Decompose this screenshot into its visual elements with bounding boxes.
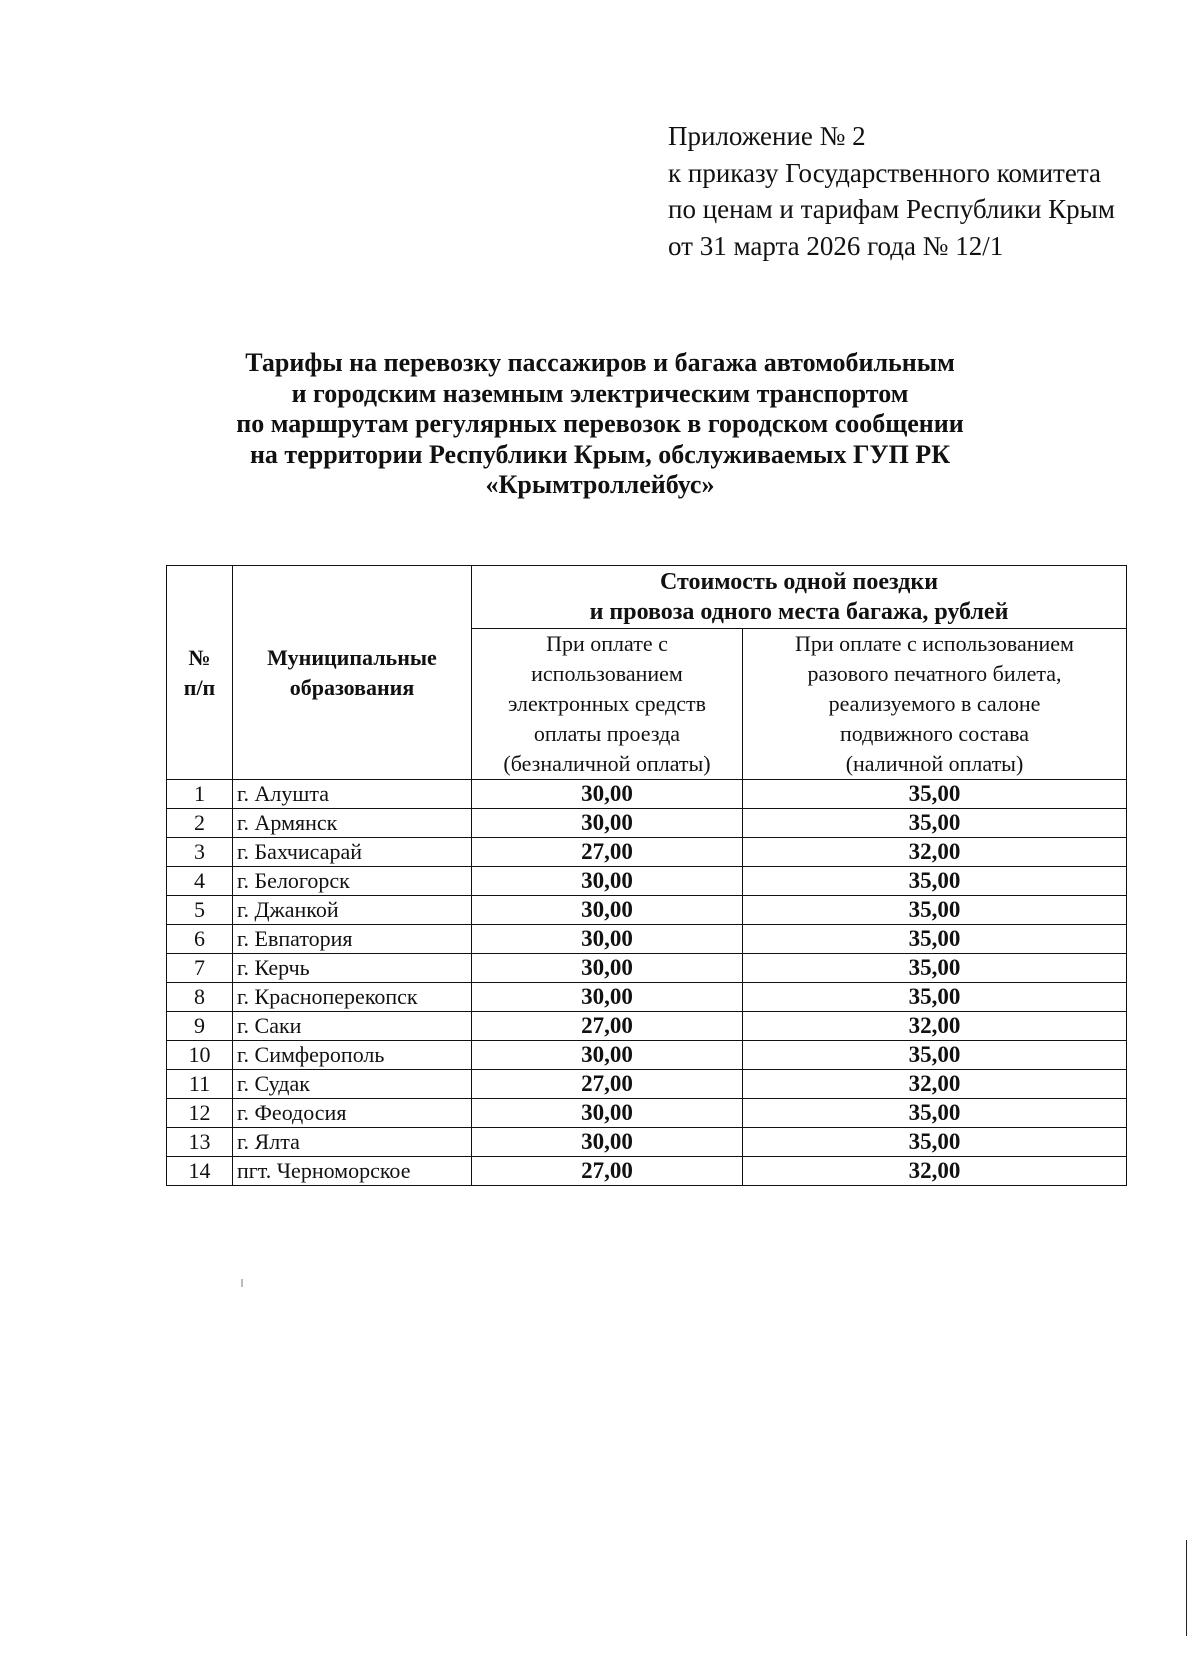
- cashless-price: 27,00: [472, 1070, 743, 1099]
- cashless-price: 30,00: [472, 1099, 743, 1128]
- cashless-price: 30,00: [472, 896, 743, 925]
- cashless-price: 30,00: [472, 809, 743, 838]
- appendix-line: Приложение № 2: [668, 121, 866, 151]
- cash-price: 35,00: [743, 1099, 1127, 1128]
- appendix-line: к приказу Государственного комитета: [668, 157, 1101, 188]
- row-number: 8: [167, 983, 233, 1012]
- row-number: 12: [167, 1099, 233, 1128]
- cashless-price: 30,00: [472, 780, 743, 809]
- table-row: [167, 925, 1127, 954]
- title-line: и городским наземным электрическим транспортом: [291, 378, 909, 408]
- table-row: [167, 1041, 1127, 1070]
- row-number: 5: [167, 896, 233, 925]
- header-number: [167, 566, 233, 780]
- cash-price: 35,00: [743, 809, 1127, 838]
- table-row: [167, 1070, 1127, 1099]
- scan-speck: [241, 1279, 243, 1287]
- table-row: [167, 809, 1127, 838]
- row-number: 9: [167, 1012, 233, 1041]
- table-header: [167, 566, 1127, 780]
- row-number: 11: [167, 1070, 233, 1099]
- cash-price: 32,00: [743, 838, 1127, 867]
- header-cash-line: (наличной оплаты): [845, 751, 1024, 776]
- cashless-price: 30,00: [472, 983, 743, 1012]
- appendix-line: от 31 марта 2026 года № 12/1: [668, 230, 1004, 261]
- header-cost-line: и провоза одного места багажа, рублей: [589, 599, 1009, 625]
- row-number: 14: [167, 1157, 233, 1186]
- municipality-name: г. Белогорск: [233, 867, 472, 896]
- header-cashless: [472, 629, 743, 780]
- municipality-name: г. Бахчисарай: [233, 838, 472, 867]
- appendix-block: [668, 118, 1115, 264]
- municipality-name: г. Ялта: [233, 1128, 472, 1157]
- municipality-name: г. Алушта: [233, 780, 472, 809]
- table-row: [167, 1157, 1127, 1186]
- header-municipality-line: Муниципальные: [267, 644, 437, 670]
- cashless-price: 30,00: [472, 1128, 743, 1157]
- table-row: [167, 780, 1127, 809]
- header-cost-group: [472, 566, 1127, 629]
- row-number: 4: [167, 867, 233, 896]
- header-cash-line: подвижного состава: [839, 721, 1030, 746]
- municipality-name: г. Саки: [233, 1012, 472, 1041]
- title-line: на территории Республики Крым, обслуживаемых ГУП РК: [249, 439, 951, 469]
- cash-price: 35,00: [743, 896, 1127, 925]
- row-number: 10: [167, 1041, 233, 1070]
- header-number-line: п/п: [183, 674, 216, 700]
- table-row: [167, 896, 1127, 925]
- tariff-table: [166, 565, 1127, 1186]
- municipality-name: г. Симферополь: [233, 1041, 472, 1070]
- cash-price: 32,00: [743, 1157, 1127, 1186]
- municipality-name: г. Керчь: [233, 954, 472, 983]
- title-line: «Крымтроллейбус»: [485, 470, 715, 499]
- row-number: 13: [167, 1128, 233, 1157]
- municipality-name: г. Феодосия: [233, 1099, 472, 1128]
- header-cash-line: реализуемого в салоне: [828, 691, 1041, 716]
- cashless-price: 27,00: [472, 838, 743, 867]
- scan-edge-line: [1186, 1540, 1187, 1636]
- cash-price: 35,00: [743, 925, 1127, 954]
- row-number: 3: [167, 838, 233, 867]
- table-row: [167, 954, 1127, 983]
- cashless-price: 30,00: [472, 867, 743, 896]
- cash-price: 35,00: [743, 983, 1127, 1012]
- cash-price: 35,00: [743, 1041, 1127, 1070]
- cash-price: 35,00: [743, 780, 1127, 809]
- row-number: 2: [167, 809, 233, 838]
- header-cashless-line: электронных средств: [507, 691, 707, 716]
- header-municipality-line: образования: [289, 674, 415, 700]
- cashless-price: 30,00: [472, 925, 743, 954]
- header-cash: [743, 629, 1127, 780]
- table-row: [167, 1128, 1127, 1157]
- cash-price: 32,00: [743, 1012, 1127, 1041]
- document-title: [0, 348, 1200, 501]
- header-cash-line: разового печатного билета,: [807, 661, 1062, 686]
- cashless-price: 27,00: [472, 1157, 743, 1186]
- municipality-name: пгт. Черноморское: [233, 1157, 472, 1186]
- cash-price: 35,00: [743, 954, 1127, 983]
- cashless-price: 27,00: [472, 1012, 743, 1041]
- table-row: [167, 983, 1127, 1012]
- title-line: по маршрутам регулярных перевозок в городском сообщении: [236, 409, 964, 438]
- table-row: [167, 838, 1127, 867]
- header-cost-line: Стоимость одной поездки: [659, 569, 939, 595]
- header-cashless-line: использованием: [531, 661, 683, 686]
- row-number: 6: [167, 925, 233, 954]
- cashless-price: 30,00: [472, 954, 743, 983]
- cash-price: 35,00: [743, 867, 1127, 896]
- header-cashless-line: (безналичной оплаты): [503, 751, 711, 776]
- header-cashless-line: При оплате с: [546, 631, 668, 656]
- cash-price: 32,00: [743, 1070, 1127, 1099]
- cashless-price: 30,00: [472, 1041, 743, 1070]
- table-row: [167, 867, 1127, 896]
- municipality-name: г. Судак: [233, 1070, 472, 1099]
- header-municipality: [233, 566, 472, 780]
- title-line: Тарифы на перевозку пассажиров и багажа автомобильным: [245, 348, 955, 377]
- municipality-name: г. Джанкой: [233, 896, 472, 925]
- municipality-name: г. Евпатория: [233, 925, 472, 954]
- municipality-name: г. Красноперекопск: [233, 983, 472, 1012]
- municipality-name: г. Армянск: [233, 809, 472, 838]
- table-row: [167, 1099, 1127, 1128]
- row-number: 1: [167, 780, 233, 809]
- cash-price: 35,00: [743, 1128, 1127, 1157]
- appendix-line: по ценам и тарифам Республики Крым: [668, 194, 1115, 224]
- header-cashless-line: оплаты проезда: [533, 721, 681, 746]
- row-number: 7: [167, 954, 233, 983]
- header-number-line: №: [188, 644, 211, 670]
- header-cash-line: При оплате с использованием: [795, 631, 1074, 656]
- table-body: [167, 780, 1127, 1186]
- table-row: [167, 1012, 1127, 1041]
